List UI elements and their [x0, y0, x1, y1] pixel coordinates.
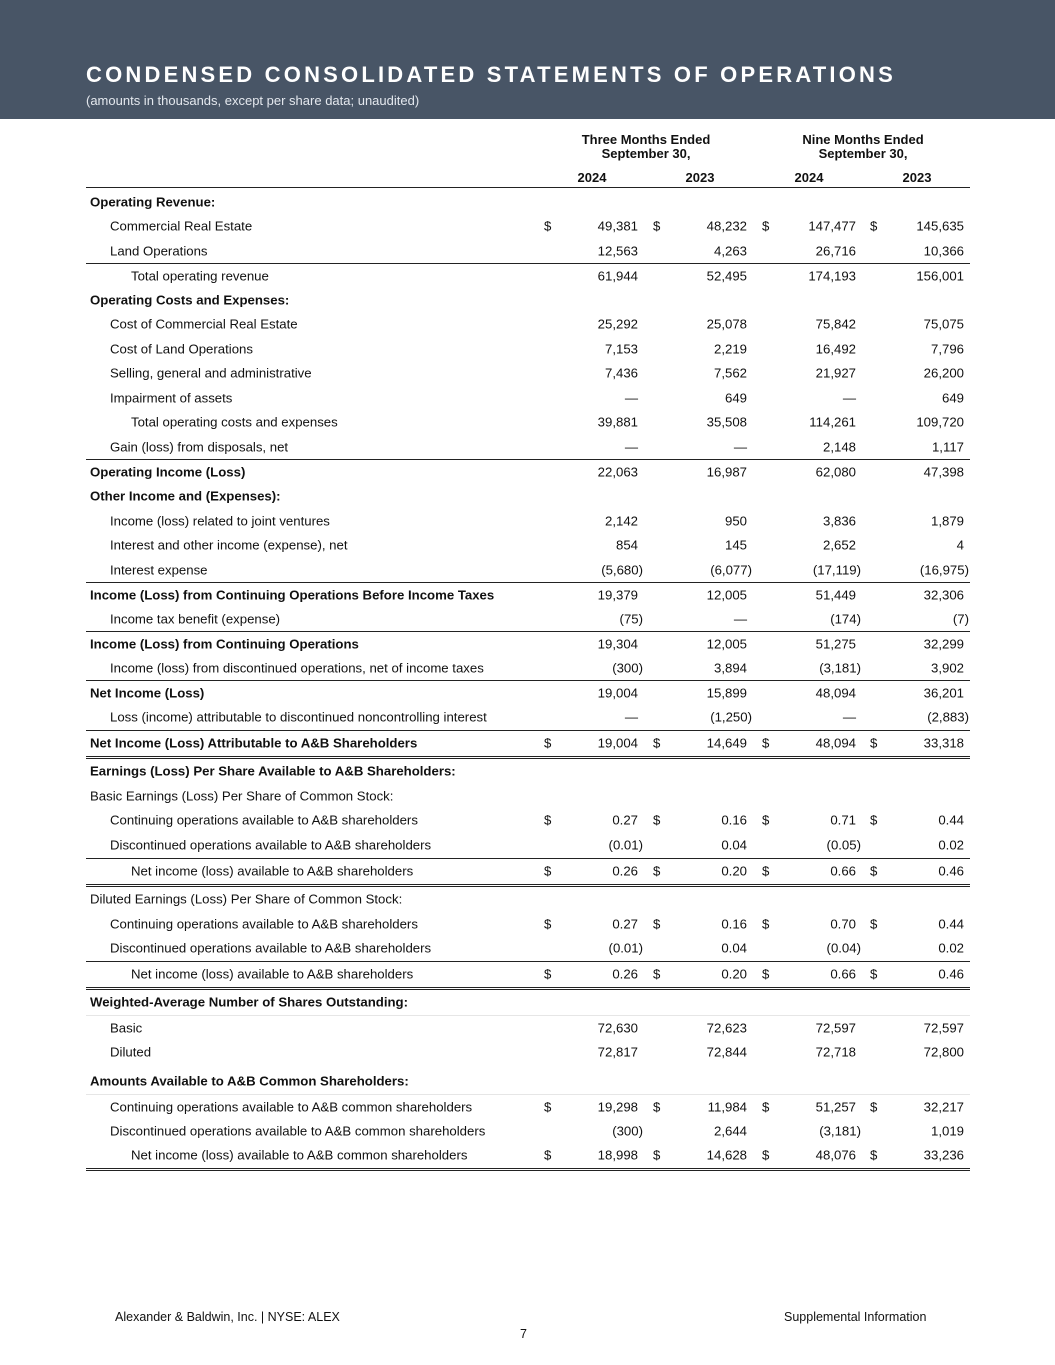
row-label: Discontinued operations available to A&B common shareholders [110, 1123, 486, 1139]
row-label: Operating Costs and Expenses: [90, 292, 290, 308]
row-label: Income (loss) related to joint ventures [110, 513, 330, 529]
col-group-nine-months: Nine Months Ended September 30, [802, 132, 924, 161]
dollar-sign: $ [762, 1099, 770, 1115]
col-year: 2023 [685, 170, 715, 185]
dollar-sign: $ [870, 812, 878, 828]
cell-value: 0.27 [612, 812, 638, 828]
cell-value: 7,436 [604, 365, 638, 381]
cell-value: 72,800 [923, 1044, 964, 1060]
cell-value: 7,153 [604, 341, 638, 357]
dollar-sign: $ [762, 916, 770, 932]
table-row [86, 410, 970, 435]
cell-value: 61,944 [597, 268, 638, 284]
row-label: Net income (loss) available to A&B shareholders [131, 966, 414, 982]
cell-value: (75) [619, 611, 643, 627]
cell-value: 35,508 [706, 414, 747, 430]
cell-value: 0.20 [721, 863, 747, 879]
table-row [86, 484, 970, 509]
table-row [86, 680, 970, 706]
page-number: 7 [520, 1327, 527, 1341]
table-row [86, 190, 970, 215]
col-year: 2024 [577, 170, 607, 185]
cell-value: — [624, 390, 638, 406]
cell-value: (17,119) [812, 562, 861, 578]
cell-value: 0.66 [830, 966, 856, 982]
row-label: Net income (loss) available to A&B shareholders [131, 863, 414, 879]
cell-value: 62,080 [815, 464, 856, 480]
table-row [86, 705, 970, 730]
row-label: Impairment of assets [110, 390, 233, 406]
cell-value: (5,680) [601, 562, 643, 578]
cell-value: 0.44 [938, 812, 964, 828]
cell-value: (6,077) [710, 562, 752, 578]
table-row [86, 288, 970, 313]
table-row [86, 312, 970, 337]
cell-value: 2,142 [604, 513, 638, 529]
cell-value: 48,094 [815, 735, 856, 751]
row-label: Interest expense [110, 562, 208, 578]
cell-value: 854 [615, 537, 638, 553]
page-title: CONDENSED CONSOLIDATED STATEMENTS OF OPERATIONS [86, 62, 897, 87]
cell-value: 22,063 [597, 464, 638, 480]
dollar-sign: $ [870, 1099, 878, 1115]
dollar-sign: $ [762, 1147, 770, 1163]
cell-value: 52,495 [706, 268, 747, 284]
row-label: Earnings (Loss) Per Share Available to A&B Shareholders: [90, 763, 456, 779]
cell-value: 0.66 [830, 863, 856, 879]
dollar-sign: $ [870, 218, 878, 234]
header-banner [0, 0, 1055, 119]
cell-value: 109,720 [916, 414, 964, 430]
table-row [86, 509, 970, 534]
cell-value: 72,718 [815, 1044, 856, 1060]
cell-value: 72,623 [706, 1020, 747, 1036]
cell-value: 51,257 [815, 1099, 856, 1115]
footer-section: Supplemental Information [784, 1310, 927, 1324]
cell-value: (1,250) [710, 709, 752, 725]
dollar-sign: $ [653, 218, 661, 234]
cell-value: 649 [941, 390, 964, 406]
cell-value: 649 [724, 390, 747, 406]
cell-value: 14,628 [706, 1147, 747, 1163]
cell-value: 3,902 [930, 660, 964, 676]
cell-value: — [733, 439, 747, 455]
cell-value: 72,630 [597, 1020, 638, 1036]
row-label: Diluted Earnings (Loss) Per Share of Common Stock: [90, 891, 403, 907]
table-row [86, 631, 970, 657]
cell-value: 48,094 [815, 685, 856, 701]
cell-value: 12,005 [706, 636, 747, 652]
row-label: Total operating costs and expenses [131, 414, 338, 430]
dollar-sign: $ [762, 735, 770, 751]
row-label: Discontinued operations available to A&B shareholders [110, 940, 432, 956]
cell-value: 47,398 [923, 464, 964, 480]
table-row [86, 858, 970, 887]
cell-value: (0.04) [826, 940, 861, 956]
row-label: Operating Revenue: [90, 194, 216, 210]
dollar-sign: $ [544, 735, 552, 751]
row-label: Selling, general and administrative [110, 365, 312, 381]
table-row [86, 936, 970, 961]
dollar-sign: $ [653, 966, 661, 982]
cell-value: 21,927 [815, 365, 856, 381]
row-label: Land Operations [110, 243, 208, 259]
table-row [86, 887, 970, 912]
row-label: Operating Income (Loss) [90, 464, 246, 480]
cell-value: 0.27 [612, 916, 638, 932]
table-row [86, 361, 970, 386]
cell-value: 19,304 [597, 636, 638, 652]
row-label: Interest and other income (expense), net [110, 537, 348, 553]
cell-value: 7,796 [930, 341, 964, 357]
dollar-sign: $ [653, 812, 661, 828]
cell-value: 72,597 [923, 1020, 964, 1036]
cell-value: 19,004 [597, 685, 638, 701]
dollar-sign: $ [762, 863, 770, 879]
cell-value: 7,562 [713, 365, 747, 381]
footer-company: Alexander & Baldwin, Inc. | NYSE: ALEX [115, 1310, 340, 1324]
cell-value: 3,894 [713, 660, 747, 676]
cell-value: 32,217 [923, 1099, 964, 1115]
row-label: Income (loss) from discontinued operations, net of income taxes [110, 660, 484, 676]
row-label: Discontinued operations available to A&B shareholders [110, 837, 432, 853]
row-label: Net Income (Loss) Attributable to A&B Shareholders [90, 735, 418, 751]
cell-value: 49,381 [597, 218, 638, 234]
cell-value: (0.05) [826, 837, 861, 853]
dollar-sign: $ [762, 812, 770, 828]
row-label: Continuing operations available to A&B common shareholders [110, 1099, 473, 1115]
dollar-sign: $ [544, 966, 552, 982]
cell-value: (2,883) [927, 709, 969, 725]
table-row [86, 1119, 970, 1144]
cell-value: 33,236 [923, 1147, 964, 1163]
dollar-sign: $ [544, 218, 552, 234]
table-row [86, 656, 970, 681]
cell-value: 1,879 [930, 513, 964, 529]
row-label: Income (Loss) from Continuing Operations Before Income Taxes [90, 587, 495, 603]
table-row [86, 961, 970, 990]
dollar-sign: $ [653, 1099, 661, 1115]
dollar-sign: $ [870, 966, 878, 982]
cell-value: 48,076 [815, 1147, 856, 1163]
cell-value: 39,881 [597, 414, 638, 430]
cell-value: (174) [830, 611, 861, 627]
cell-value: 114,261 [809, 414, 856, 430]
table-row [86, 214, 970, 239]
row-label: Gain (loss) from disposals, net [110, 439, 289, 455]
row-label: Weighted-Average Number of Shares Outstanding: [90, 994, 409, 1010]
cell-value: 32,306 [923, 587, 964, 603]
table-row [86, 582, 970, 608]
cell-value: 11,984 [707, 1099, 747, 1115]
cell-value: 147,477 [808, 218, 856, 234]
table-row [86, 912, 970, 937]
cell-value: 156,001 [916, 268, 964, 284]
cell-value: 2,644 [713, 1123, 747, 1139]
row-label: Total operating revenue [131, 268, 269, 284]
cell-value: 0.20 [721, 966, 747, 982]
cell-value: (0.01) [608, 837, 643, 853]
cell-value: — [624, 709, 638, 725]
dollar-sign: $ [762, 218, 770, 234]
cell-value: 1,019 [930, 1123, 964, 1139]
dollar-sign: $ [653, 735, 661, 751]
cell-value: 25,078 [706, 316, 747, 332]
cell-value: 0.71 [830, 812, 856, 828]
cell-value: 72,817 [597, 1044, 638, 1060]
col-year: 2024 [794, 170, 824, 185]
cell-value: — [733, 611, 747, 627]
cell-value: 1,117 [931, 439, 964, 455]
cell-value: (0.01) [608, 940, 643, 956]
cell-value: 145 [724, 537, 747, 553]
table-row [86, 1143, 970, 1171]
table-row [86, 239, 970, 264]
cell-value: 0.44 [938, 916, 964, 932]
cell-value: 0.16 [721, 916, 747, 932]
cell-value: — [624, 439, 638, 455]
cell-value: 51,275 [815, 636, 856, 652]
table-row [86, 730, 970, 759]
cell-value: 48,232 [706, 218, 747, 234]
cell-value: 33,318 [923, 735, 964, 751]
table-row [86, 459, 970, 485]
table-row [86, 833, 970, 858]
cell-value: 26,716 [815, 243, 856, 259]
dollar-sign: $ [870, 863, 878, 879]
cell-value: 16,492 [815, 341, 856, 357]
cell-value: 0.02 [938, 837, 964, 853]
cell-value: 2,219 [713, 341, 747, 357]
cell-value: 0.70 [830, 916, 856, 932]
dollar-sign: $ [653, 916, 661, 932]
cell-value: (3,181) [819, 660, 861, 676]
cell-value: 0.46 [938, 966, 964, 982]
row-label: Continuing operations available to A&B shareholders [110, 916, 418, 932]
cell-value: 36,201 [923, 685, 964, 701]
table-row [86, 1069, 970, 1094]
table-row [86, 1094, 970, 1120]
cell-value: 51,449 [815, 587, 856, 603]
cell-value: 25,292 [597, 316, 638, 332]
cell-value: 0.16 [721, 812, 747, 828]
cell-value: 12,563 [597, 243, 638, 259]
dollar-sign: $ [544, 1147, 552, 1163]
cell-value: 75,075 [923, 316, 964, 332]
col-group-three-months: Three Months Ended September 30, [581, 132, 711, 161]
row-label: Basic Earnings (Loss) Per Share of Common Stock: [90, 788, 394, 804]
cell-value: 145,635 [916, 218, 964, 234]
cell-value: 2,652 [822, 537, 856, 553]
dollar-sign: $ [653, 1147, 661, 1163]
cell-value: 0.46 [938, 863, 964, 879]
dollar-sign: $ [870, 916, 878, 932]
cell-value: 4,263 [713, 243, 747, 259]
dollar-sign: $ [870, 735, 878, 751]
cell-value: 16,987 [706, 464, 747, 480]
cell-value: (300) [612, 660, 643, 676]
row-label: Cost of Land Operations [110, 341, 253, 357]
cell-value: 174,193 [808, 268, 856, 284]
table-row [86, 263, 970, 289]
dollar-sign: $ [762, 966, 770, 982]
row-label: Amounts Available to A&B Common Shareholders: [90, 1073, 409, 1089]
row-label: Loss (income) attributable to discontinued noncontrolling interest [110, 709, 487, 725]
cell-value: 950 [724, 513, 747, 529]
dollar-sign: $ [544, 1099, 552, 1115]
dollar-sign: $ [544, 812, 552, 828]
table-row [86, 808, 970, 833]
row-label: Basic [110, 1020, 143, 1036]
cell-value: — [842, 390, 856, 406]
cell-value: 32,299 [923, 636, 964, 652]
cell-value: 4 [956, 537, 964, 553]
cell-value: 3,836 [822, 513, 856, 529]
header-rule [86, 187, 970, 188]
row-label: Income (Loss) from Continuing Operations [90, 636, 359, 652]
cell-value: 15,899 [706, 685, 747, 701]
table-row [86, 337, 970, 362]
cell-value: 72,844 [706, 1044, 747, 1060]
table-row [86, 435, 970, 460]
cell-value: 18,998 [597, 1147, 638, 1163]
row-label: Other Income and (Expenses): [90, 488, 281, 504]
cell-value: (300) [612, 1123, 643, 1139]
cell-value: 14,649 [706, 735, 747, 751]
cell-value: 19,298 [597, 1099, 638, 1115]
cell-value: 72,597 [815, 1020, 856, 1036]
col-year: 2023 [902, 170, 932, 185]
cell-value: 2,148 [822, 439, 856, 455]
dollar-sign: $ [870, 1147, 878, 1163]
row-label: Diluted [110, 1044, 152, 1060]
cell-value: 0.04 [721, 837, 747, 853]
cell-value: 12,005 [706, 587, 747, 603]
row-label: Net Income (Loss) [90, 685, 205, 701]
row-label: Income tax benefit (expense) [110, 611, 281, 627]
row-label: Cost of Commercial Real Estate [110, 316, 298, 332]
page-subtitle: (amounts in thousands, except per share data; unaudited) [86, 93, 420, 108]
table-row [86, 759, 970, 784]
table-row [86, 1015, 970, 1041]
table-row [86, 1040, 970, 1065]
cell-value: 0.02 [938, 940, 964, 956]
row-label: Commercial Real Estate [110, 218, 253, 234]
dollar-sign: $ [544, 863, 552, 879]
table-row [86, 533, 970, 558]
cell-value: (16,975) [919, 562, 969, 578]
cell-value: 0.26 [612, 966, 638, 982]
cell-value: 19,379 [597, 587, 638, 603]
cell-value: 75,842 [815, 316, 856, 332]
dollar-sign: $ [544, 916, 552, 932]
cell-value: 19,004 [597, 735, 638, 751]
table-row [86, 607, 970, 632]
table-row [86, 990, 970, 1015]
table-row [86, 558, 970, 583]
cell-value: (7) [952, 611, 969, 627]
cell-value: (3,181) [819, 1123, 861, 1139]
table-row [86, 784, 970, 809]
cell-value: 0.04 [721, 940, 747, 956]
cell-value: — [842, 709, 856, 725]
row-label: Continuing operations available to A&B shareholders [110, 812, 418, 828]
cell-value: 0.26 [612, 863, 638, 879]
table-row [86, 386, 970, 411]
row-label: Net income (loss) available to A&B common shareholders [131, 1147, 468, 1163]
dollar-sign: $ [653, 863, 661, 879]
cell-value: 10,366 [923, 243, 964, 259]
cell-value: 26,200 [923, 365, 964, 381]
